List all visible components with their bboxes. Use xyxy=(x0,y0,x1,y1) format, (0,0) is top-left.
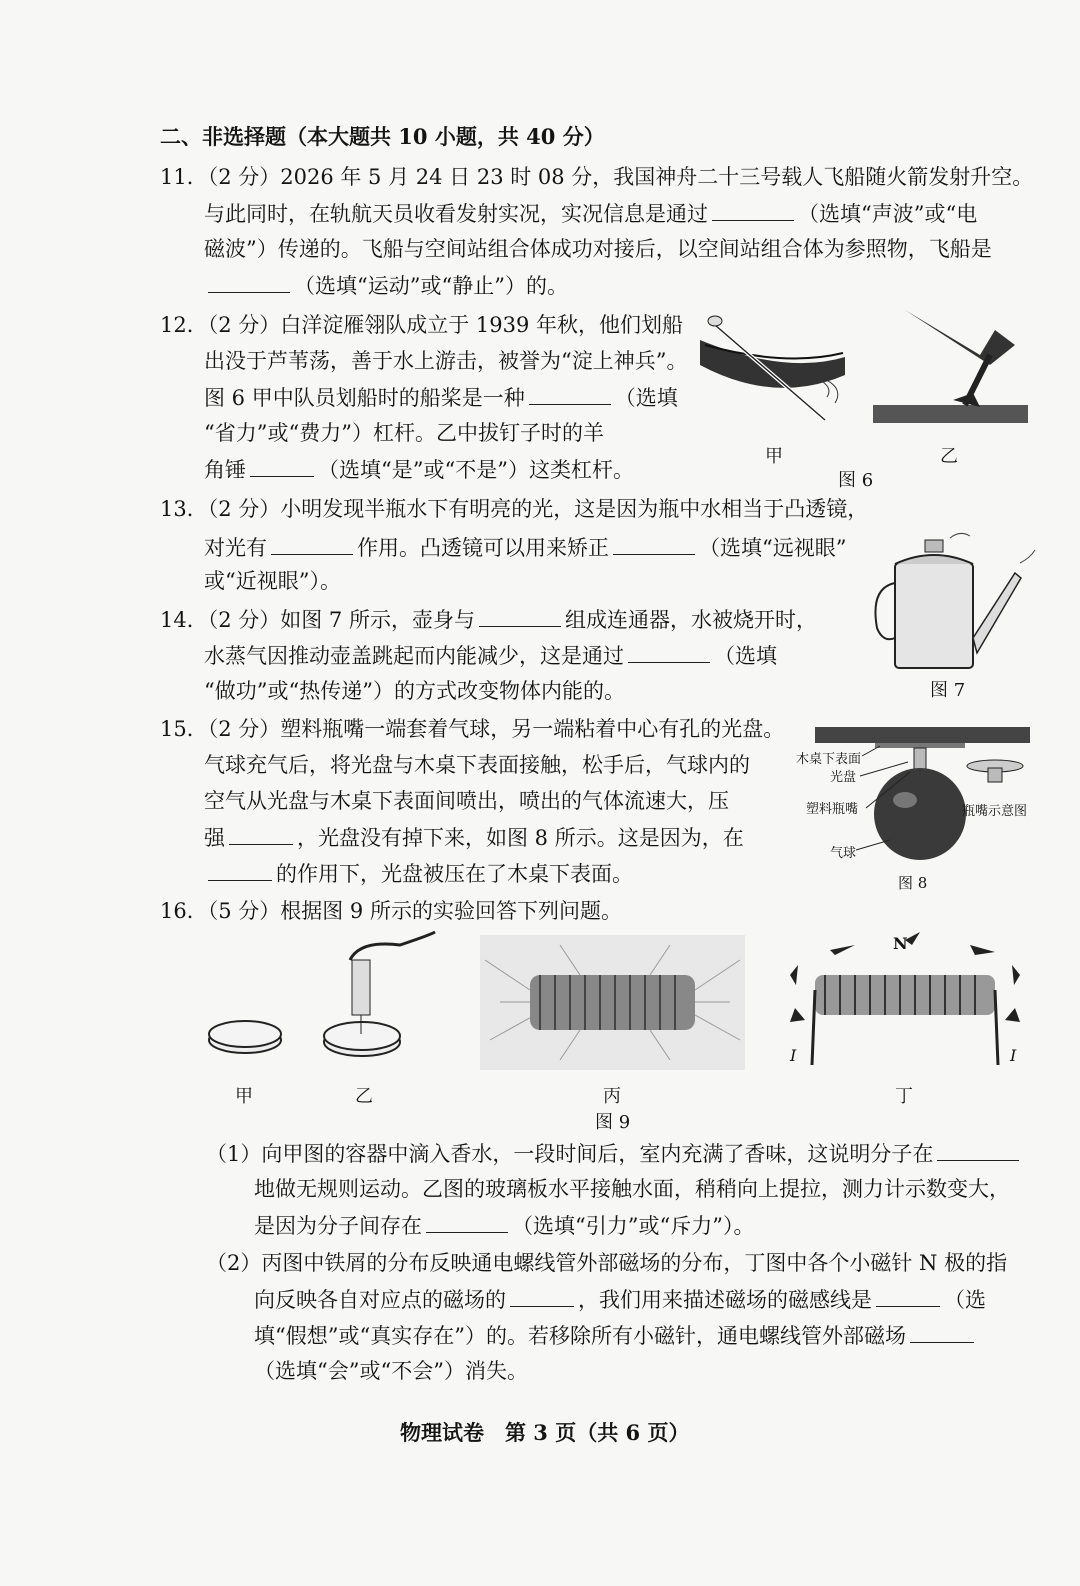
fig7-caption: 图 7 xyxy=(930,680,966,701)
q15-line-5 xyxy=(204,858,633,888)
q12-text-3a: 图 6 甲中队员划船时的船桨是一种 xyxy=(204,386,525,410)
q11-blank-2[interactable] xyxy=(208,270,290,293)
q16-p2-text-3a: 填“假想”或“真实存在”）的。若移除所有小磁针，通电螺线管外部磁场 xyxy=(254,1324,906,1348)
q14-text-1a: 14．（2 分）如图 7 所示，壶身与 xyxy=(160,608,475,632)
q16-p2-line-4: （选填“会”或“不会”）消失。 xyxy=(254,1359,528,1383)
q13-text-2c: （选填“远视眼” xyxy=(699,536,847,560)
q16-blank-1[interactable] xyxy=(937,1138,1019,1161)
q14-text-2a: 水蒸气因推动壶盖跳起而内能减少，这是通过 xyxy=(204,644,624,668)
fig9-label-d: 丁 xyxy=(895,1086,913,1107)
q15-line-3: 空气从光盘与木桌下表面间喷出，喷出的气体流速大，压 xyxy=(204,789,729,813)
q16-blank-2[interactable] xyxy=(426,1210,508,1233)
q12-line-3 xyxy=(204,382,678,412)
fig9-label-c: 丙 xyxy=(603,1086,621,1107)
q16-p2-text-2a: 向反映各自对应点的磁场的 xyxy=(254,1288,506,1312)
fig9-label-a: 甲 xyxy=(235,1086,253,1107)
q12-line-2: 出没于芦苇荡，善于水上游击，被誉为“淀上神兵”。 xyxy=(204,349,688,373)
fig6-caption: 图 6 xyxy=(838,470,874,491)
q16-p2-line-2 xyxy=(254,1284,986,1314)
q13-blank-2[interactable] xyxy=(613,532,695,555)
fig9-label-b: 乙 xyxy=(355,1086,373,1107)
q16-p1-text-1: （1）向甲图的容器中滴入香水，一段时间后，室内充满了香味，这说明分子在 xyxy=(206,1142,934,1166)
q14-text-1b: 组成连通器，水被烧开时， xyxy=(564,608,817,632)
q15-text-5b: 的作用下，光盘被压在了木桌下表面。 xyxy=(276,862,633,886)
q16-p2-line-3 xyxy=(254,1320,978,1350)
q16-p1-text-3a: 是因为分子间存在 xyxy=(254,1214,422,1238)
q16-p1-line-1 xyxy=(206,1138,1023,1168)
q12-blank-1[interactable] xyxy=(529,382,611,405)
q14-blank-1[interactable] xyxy=(479,604,561,627)
q11-line-2 xyxy=(204,198,977,228)
fig9-current-right: I xyxy=(1010,1046,1017,1065)
q13-text-2a: 对光有 xyxy=(204,536,267,560)
q12-text-3b: （选填 xyxy=(614,386,678,410)
figure-9 xyxy=(200,930,1040,1075)
q16-p1-text-3b: （选填“引力”或“斥力”）。 xyxy=(512,1214,755,1238)
fig8-caption: 图 8 xyxy=(898,874,928,892)
q13-text-2b: 作用。凸透镜可以用来矫正 xyxy=(357,536,609,560)
q15-blank-2[interactable] xyxy=(208,858,272,881)
q14-line-3: “做功”或“热传递”）的方式改变物体内能的。 xyxy=(204,679,625,703)
q14-line-1 xyxy=(160,604,817,634)
fig6-label-a: 甲 xyxy=(765,446,783,467)
figure-7-kettle xyxy=(865,528,1040,673)
q12-line-1: 12．（2 分）白洋淀雁翎队成立于 1939 年秋，他们划船 xyxy=(160,313,684,337)
section-title: 二、非选择题（本大题共 10 小题，共 40 分） xyxy=(160,124,605,149)
fig8-label-balloon: 气球 xyxy=(830,846,857,861)
q15-text-4a: 强 xyxy=(204,826,225,850)
q11-line-1: 11．（2 分）2026 年 5 月 24 日 23 时 08 分，我国神舟二十三号载人飞船随火箭发射升空。 xyxy=(160,165,1034,189)
q11-text-2a: 与此同时，在轨航天员收看发射实况，实况信息是通过 xyxy=(204,202,708,226)
q16-p2-line-1: （2）丙图中铁屑的分布反映通电螺线管外部磁场的分布，丁图中各个小磁针 N 极的指 xyxy=(206,1251,1008,1275)
q15-line-2: 气球充气后，将光盘与木桌下表面接触，松手后，气球内的 xyxy=(204,753,750,777)
q16-p2-text-2b: ，我们用来描述磁场的磁感线是 xyxy=(578,1288,872,1312)
fig6-label-b: 乙 xyxy=(940,446,958,467)
q16-blank-5[interactable] xyxy=(910,1320,974,1343)
q16-p1-line-3 xyxy=(254,1210,754,1240)
q11-text-2b: （选填“声波”或“电 xyxy=(798,202,978,226)
page-footer: 物理试卷 第 3 页（共 6 页） xyxy=(400,1420,690,1445)
q16-p1-line-2: 地做无规则运动。乙图的玻璃板水平接触水面，稍稍向上提拉，测力计示数变大， xyxy=(254,1177,1010,1201)
q15-line-1: 15．（2 分）塑料瓶嘴一端套着气球，另一端粘着中心有孔的光盘。 xyxy=(160,717,785,741)
fig8-label-table: 木桌下表面 xyxy=(796,752,862,767)
q13-blank-1[interactable] xyxy=(271,532,353,555)
q12-line-4: “省力”或“费力”）杠杆。乙中拔钉子时的羊 xyxy=(204,421,604,445)
q15-blank-1[interactable] xyxy=(229,822,293,845)
q16-blank-4[interactable] xyxy=(876,1284,940,1307)
q16-blank-3[interactable] xyxy=(510,1284,574,1307)
q14-text-2b: （选填 xyxy=(714,644,777,668)
fig8-label-disc: 光盘 xyxy=(830,770,857,785)
q16-p2-text-2c: （选 xyxy=(944,1288,986,1312)
q11-line-4 xyxy=(204,270,568,300)
fig9-caption: 图 9 xyxy=(595,1112,631,1133)
q11-line-3: 磁波”）传递的。飞船与空间站组合体成功对接后，以空间站组合体为参照物，飞船是 xyxy=(204,237,992,261)
q12-blank-2[interactable] xyxy=(250,454,314,477)
q15-text-4b: ，光盘没有掉下来，如图 8 所示。这是因为，在 xyxy=(297,826,744,850)
q14-blank-2[interactable] xyxy=(628,640,710,663)
q12-line-5 xyxy=(204,454,634,484)
fig9-current-left: I xyxy=(790,1046,797,1065)
q11-text-4b: （选填“运动”或“静止”）的。 xyxy=(294,274,568,298)
fig8-label-inset: 瓶嘴示意图 xyxy=(962,804,1028,819)
q13-line-1: 13．（2 分）小明发现半瓶水下有明亮的光，这是因为瓶中水相当于凸透镜， xyxy=(160,497,869,521)
q14-line-2 xyxy=(204,640,777,670)
q12-text-5b: （选填“是”或“不是”）这类杠杆。 xyxy=(318,458,634,482)
q15-line-4 xyxy=(204,822,744,852)
q16-line-1: 16．（5 分）根据图 9 所示的实验回答下列问题。 xyxy=(160,899,622,923)
q13-line-3: 或“近视眼”）。 xyxy=(204,569,341,593)
figure-6 xyxy=(695,305,1040,485)
fig9-compass-n: N xyxy=(893,934,908,953)
q13-line-2 xyxy=(204,532,846,562)
q12-text-5a: 角锤 xyxy=(204,458,246,482)
q11-blank-1[interactable] xyxy=(712,198,794,221)
fig8-label-nozzle: 塑料瓶嘴 xyxy=(806,802,859,817)
